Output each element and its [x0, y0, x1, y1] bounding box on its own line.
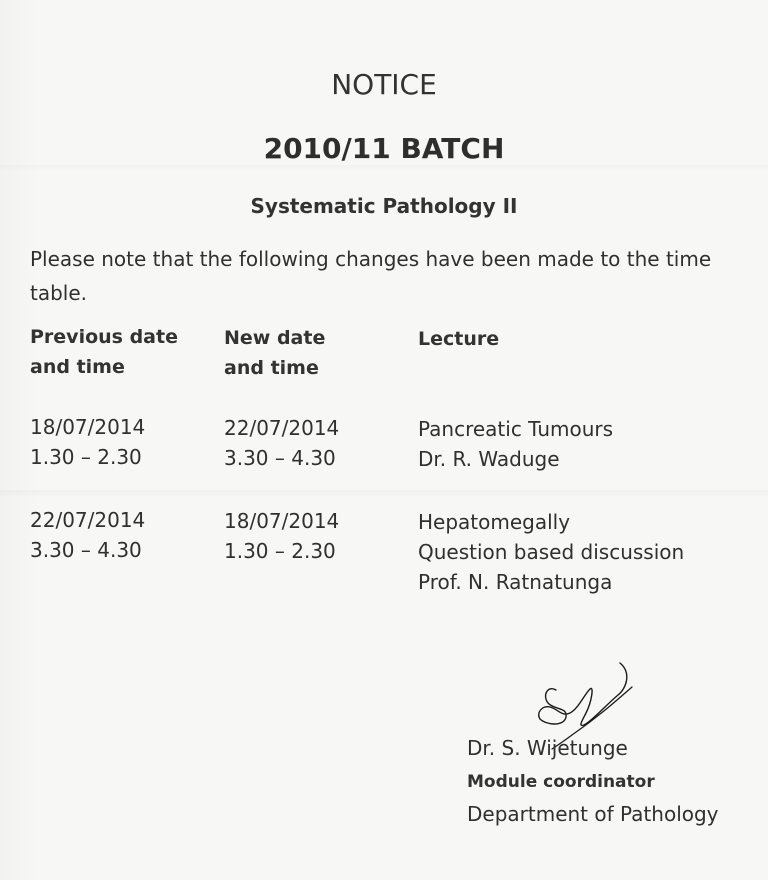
row2-previous-time: 3.30 – 4.30 — [30, 538, 142, 562]
subject-title: Systematic Pathology II — [250, 194, 518, 218]
table-row-2-new — [224, 506, 339, 566]
table-row-2-lecture — [418, 507, 684, 597]
header-lecture-line1: Lecture — [418, 328, 500, 350]
row2-new-date: 18/07/2014 — [224, 509, 340, 533]
intro-paragraph: Please note that the following changes have been made to the time table. — [30, 247, 712, 305]
notice-heading: NOTICE — [331, 68, 437, 101]
row2-previous-date: 22/07/2014 — [30, 508, 146, 532]
header-new-line1: New date — [224, 327, 326, 349]
row2-lecture-format: Question based discussion — [418, 540, 685, 564]
header-previous-line1: Previous date — [30, 326, 178, 348]
header-previous-line2: and time — [30, 356, 125, 378]
header-new-date — [224, 323, 325, 383]
signatory-name: Dr. S. Wijetunge — [467, 736, 628, 760]
header-previous-date — [30, 322, 178, 382]
row1-lecture-title: Pancreatic Tumours — [418, 417, 614, 441]
row1-new-time: 3.30 – 4.30 — [224, 446, 336, 470]
table-row-2-previous — [30, 505, 145, 565]
row1-lecturer: Dr. R. Waduge — [418, 447, 560, 471]
table-row-1-new — [224, 413, 339, 473]
header-new-line2: and time — [224, 357, 319, 379]
row2-new-time: 1.30 – 2.30 — [224, 539, 336, 563]
row2-lecture-title: Hepatomegally — [418, 510, 571, 534]
table-row-1-previous — [30, 412, 145, 472]
batch-title: 2010/11 BATCH — [263, 132, 505, 165]
signatory-department: Department of Pathology — [467, 802, 719, 826]
row1-previous-time: 1.30 – 2.30 — [30, 445, 142, 469]
row2-lecturer: Prof. N. Ratnatunga — [418, 570, 613, 594]
table-row-1-lecture — [418, 414, 613, 474]
row1-previous-date: 18/07/2014 — [30, 415, 146, 439]
signatory-role: Module coordinator — [467, 772, 655, 792]
row1-new-date: 22/07/2014 — [224, 416, 340, 440]
header-lecture — [418, 324, 499, 354]
